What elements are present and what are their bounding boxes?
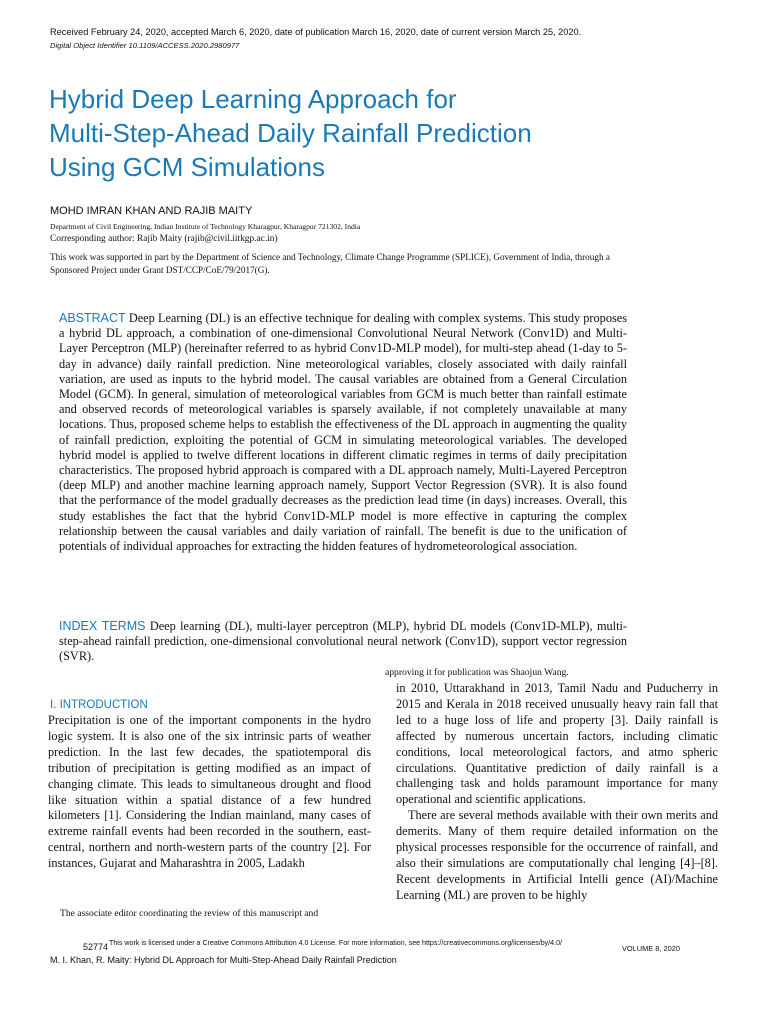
footnote: The associate editor coordinating the review of this manuscript and [60, 908, 319, 919]
intro-paragraph: in 2010, Uttarakhand in 2013, Tamil Nadu and Puducherry in 2015 and Kerala in 2018 received unusually heavy rain fall that led to a huge loss of life and property [3]. Daily rainfall is affected by numerous uncertain factors, including climatic conditions, local meteorological factors, and atmo spheric circulations. Quantitative prediction of daily rainfall is a challenging task and holds paramount importance for many operational and scientific applications. [396, 681, 718, 807]
authors: MOHD IMRAN KHAN AND RAJIB MAITY [50, 205, 253, 217]
volume-label: VOLUME 8, 2020 [622, 944, 680, 953]
received-dates: Received February 24, 2020, accepted March 6, 2020, date of publication March 16, 2020, date of current version March 25, 2020. [50, 27, 582, 37]
intro-paragraph: Precipitation is one of the important components in the hydro logic system. It is also one of the six intrinsic parts of weather prediction. In the last few decades, the spatiotemporal dis tribution of precipitation is getting modified as an impact of changing climate. This leads to simultaneous drought and flood like situation within a spatial distance of a few hundred kilometers [1]. Considering the Indian mainland, many cases of extreme rainfall events had been recorded in the southern, east-central, northern and north-western parts of the country [2]. For instances, Gujarat and Maharashtra in 2005, Ladakh [48, 713, 371, 871]
section-heading-introduction: I. INTRODUCTION [50, 699, 148, 711]
corresponding-author: Corresponding author: Rajib Maity (rajib@civil.iitkgp.ac.in) [50, 234, 278, 244]
abstract-heading: ABSTRACT [59, 311, 126, 325]
index-terms [59, 619, 627, 665]
index-terms-heading: INDEX TERMS [59, 619, 146, 633]
title-line: Multi-Step-Ahead Daily Rainfall Prediction [49, 118, 532, 148]
abstract [59, 311, 627, 554]
doi: Digital Object Identifier 10.1109/ACCESS.2020.2980977 [50, 41, 240, 50]
title-line: Hybrid Deep Learning Approach for [49, 84, 457, 114]
index-terms-text: Deep learning (DL), multi-layer perceptron (MLP), hybrid DL models (Conv1D-MLP), multi-step-ahead rainfall prediction, one-dimensional convolutional neural network (Conv1D), support vector regression (SVR). [59, 619, 627, 664]
title-line: Using GCM Simulations [49, 152, 325, 182]
editor-approval: approving it for publication was Shaojun Wang. [385, 667, 569, 678]
funding-note: This work was supported in part by the Department of Science and Technology, Climate Change Programme (SPLICE), Government of India, through a Sponsored Project under Grant DST/CCP/CoE/79/2017(G). [50, 252, 610, 275]
intro-left-column [48, 713, 371, 872]
intro-right-column [396, 681, 718, 904]
abstract-text: Deep Learning (DL) is an effective technique for dealing with complex systems. This study proposes a hybrid DL approach, a combination of one-dimensional Convolutional Neural Network (Conv1D) and Multi-Layer Perceptron (MLP) (hereinafter referred to as hybrid Conv1D-MLP model), for multi-step ahead (1-day to 5-day in advance) daily rainfall prediction. Nine meteorological variables, closely associated with daily rainfall variation, are used as inputs to the hybrid model. The causal variables are obtained from a General Circulation Model (GCM). In general, simulation of meteorological variables from GCM is much better than rainfall estimate and observed records of meteorological variables is sparsely available, if not completely unavailable at many locations. Thus, proposed scheme helps to establish the effectiveness of the DL approach in augmenting the quality of rainfall prediction, exploiting the potential of GCM in simulating meteorological variables. The developed hybrid model is applied to twelve different locations in different climatic regimes in terms of daily precipitation characteristics. The proposed hybrid approach is compared with a DL approach namely, Multi-Layered Perceptron (deep MLP) and another machine learning approach namely, Support Vector Regression (SVR). It is also found that the performance of the model gradually decreases as the prediction lead time (in days) increases. Overall, this study establishes the fact that the hybrid Conv1D-MLP model is more effective in capturing the complex relationship between the causal variables and daily variation of rainfall. The benefit is due to the unification of potentials of individual approaches for extracting the hidden features of hydrometeorological association. [59, 311, 627, 554]
affiliation: Department of Civil Engineering, Indian Institute of Technology Kharagpur, Kharagpur 721302, India [50, 222, 361, 231]
page-number: 52774 [83, 942, 109, 952]
running-title: M. I. Khan, R. Maity: Hybrid DL Approach for Multi-Step-Ahead Daily Rainfall Prediction [50, 955, 397, 965]
license-note: This work is licensed under a Creative Commons Attribution 4.0 License. For more information, see https://creativecommons.org/licenses/by/4.0/ [109, 939, 563, 947]
intro-paragraph: There are several methods available with their own merits and demerits. Many of them require detailed information on the physical processes responsible for the occurrence of rainfall, and also their simulations are computationally chal lenging [4]–[8]. Recent developments in Artificial Intelli gence (AI)/Machine Learning (ML) are proven to be highly [396, 808, 718, 902]
paper-title [49, 82, 709, 184]
